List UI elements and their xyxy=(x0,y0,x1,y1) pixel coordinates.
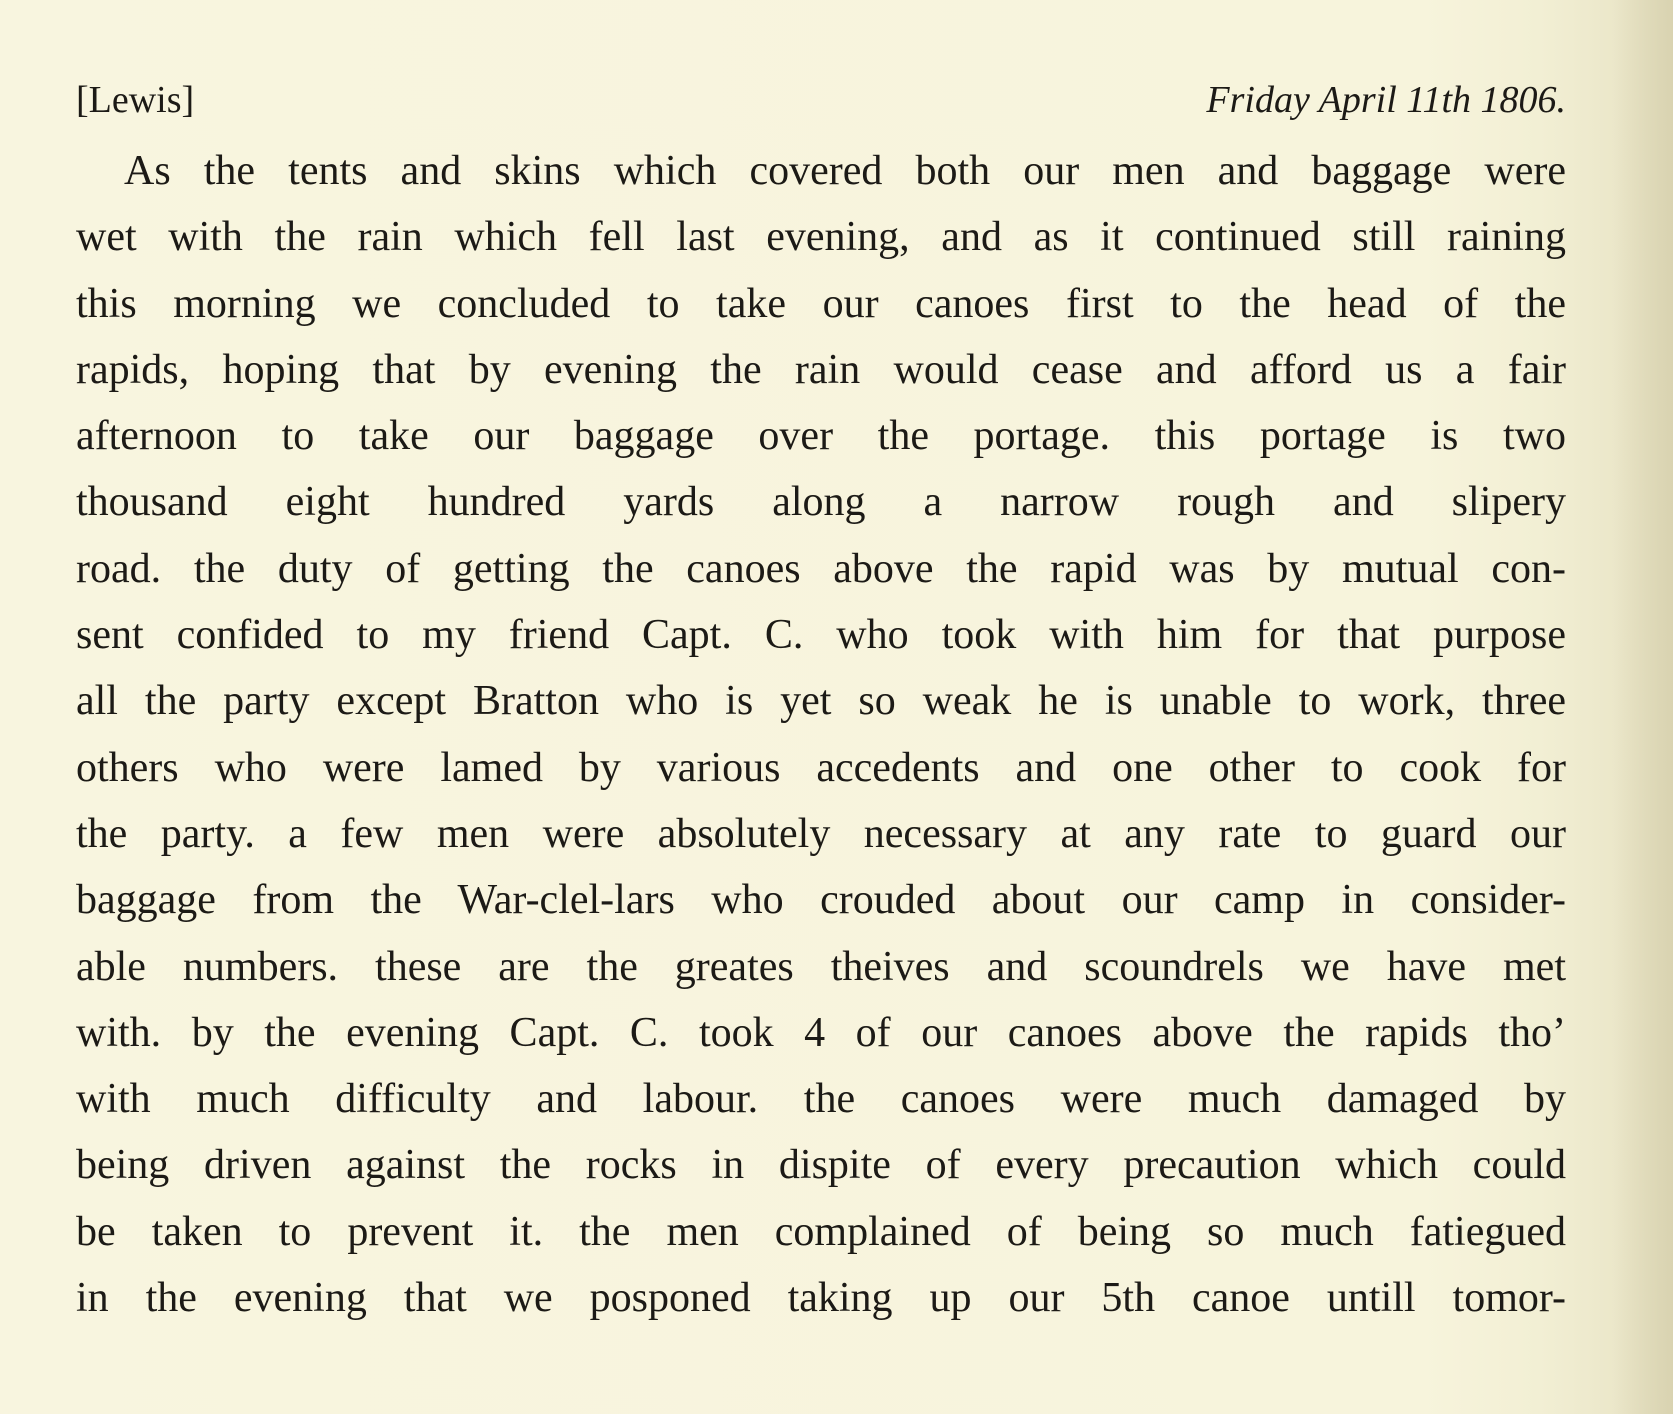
entry-header xyxy=(76,78,1566,138)
text-line: road. the duty of getting the canoes above the rapid was by mutual con- xyxy=(76,545,1566,592)
author-tag: [Lewis] xyxy=(76,79,195,121)
text-line: all the party except Bratton who is yet so weak he is unable to work, three xyxy=(76,678,1566,725)
text-line: be taken to prevent it. the men complained of being so much fatiegued xyxy=(76,1208,1566,1255)
text-line: thousand eight hundred yards along a narrow rough and slipery xyxy=(76,479,1566,526)
text-line: As the tents and skins which covered both our men and baggage were xyxy=(124,148,1566,194)
text-line: afternoon to take our baggage over the portage. this portage is two xyxy=(76,413,1566,460)
text-line: with. by the evening Capt. C. took 4 of our canoes above the rapids tho’ xyxy=(76,1009,1566,1056)
text-line: able numbers. these are the greates theives and scoundrels we have met xyxy=(76,943,1566,990)
text-line: rapids, hoping that by evening the rain would cease and afford us a fair xyxy=(76,346,1566,393)
text-line: sent confided to my friend Capt. C. who took with him for that purpose xyxy=(76,612,1566,659)
text-line: with much difficulty and labour. the canoes were much damaged by xyxy=(76,1076,1566,1123)
text-line: in the evening that we posponed taking up our 5th canoe untill tomor- xyxy=(76,1275,1566,1322)
text-line: the party. a few men were absolutely necessary at any rate to guard our xyxy=(76,810,1566,857)
journal-entry-text xyxy=(76,138,1566,1331)
page-gutter-shadow xyxy=(1613,0,1673,1414)
entry-date: Friday April 11th 1806. xyxy=(1206,79,1566,121)
text-line: baggage from the War-clel-lars who crouded about our camp in consider- xyxy=(76,877,1566,924)
text-line: this morning we concluded to take our canoes first to the head of the xyxy=(76,280,1566,327)
text-line: others who were lamed by various accedents and one other to cook for xyxy=(76,744,1566,791)
text-line: being driven against the rocks in dispite of every precaution which could xyxy=(76,1142,1566,1189)
text-line: wet with the rain which fell last evening, and as it continued still raining xyxy=(76,214,1566,261)
